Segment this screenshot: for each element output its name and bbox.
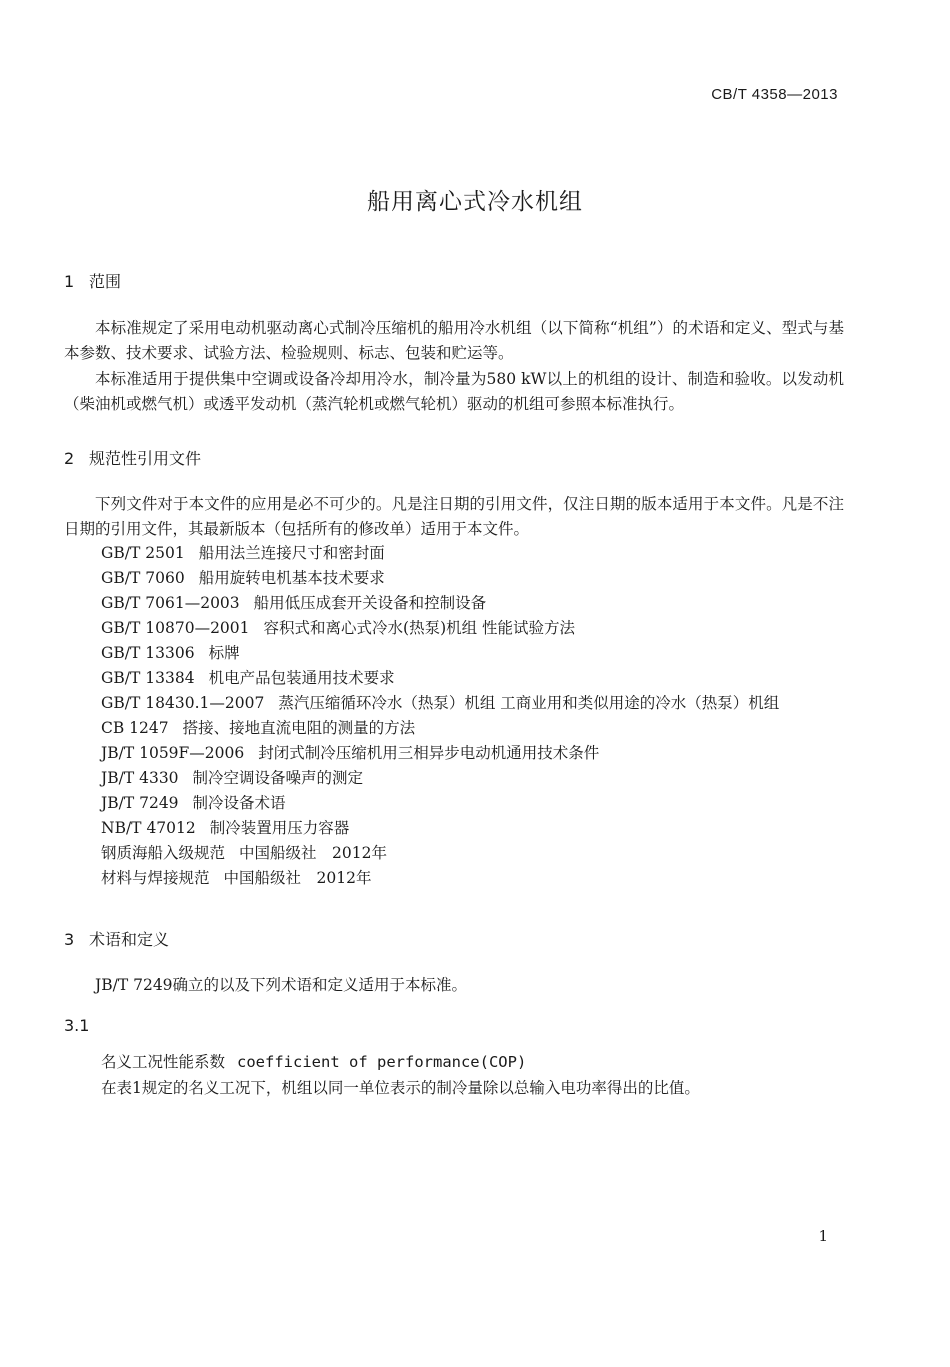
reference-title: 制冷装置用压力容器	[209, 819, 350, 837]
page-number: 1	[818, 1227, 828, 1245]
reference-code: JB/T 1059F—2006	[101, 744, 245, 762]
reference-code: JB/T 7249	[101, 794, 179, 812]
reference-title: 船用法兰连接尺寸和密封面	[198, 544, 385, 562]
reference-code: GB/T 2501	[101, 544, 185, 562]
section-title: 术语和定义	[89, 930, 170, 949]
term-definition: 在表1规定的名义工况下，机组以同一单位表示的制冷量除以总输入电功率得出的比值。	[101, 1079, 700, 1097]
reference-item	[101, 566, 861, 591]
terms-intro: JB/T 7249确立的以及下列术语和定义适用于本标准。	[95, 976, 468, 994]
reference-code: JB/T 4330	[101, 769, 179, 787]
reference-title: 制冷设备术语	[192, 794, 286, 812]
section-title: 规范性引用文件	[89, 449, 202, 468]
reference-item	[101, 691, 861, 716]
document-title: 船用离心式冷水机组	[367, 189, 583, 215]
section-number: 2	[64, 449, 75, 468]
scope-paragraph-1: 本标准规定了采用电动机驱动离心式制冷压缩机的船用冷水机组（以下简称“机组”）的术语和定义、型式与基本参数、技术要求、试验方法、检验规则、标志、包装和贮运等。	[64, 319, 844, 362]
reference-item	[101, 591, 861, 616]
references-intro: 下列文件对于本文件的应用是必不可少的。凡是注日期的引用文件，仅注日期的版本适用于本文件。凡是不注日期的引用文件，其最新版本（包括所有的修改单）适用于本文件。	[64, 495, 844, 538]
reference-title: 中国船级社 2012年	[223, 869, 372, 887]
section-1-heading	[64, 269, 121, 292]
section-3-heading	[64, 927, 169, 950]
term-english: coefficient of performance(COP)	[237, 1053, 527, 1071]
reference-title: 容积式和离心式冷水(热泵)机组 性能试验方法	[263, 619, 576, 637]
section-2-heading	[64, 446, 201, 469]
term-entry	[101, 1050, 526, 1072]
reference-code: 钢质海船入级规范	[101, 844, 226, 862]
reference-title: 制冷空调设备噪声的测定	[192, 769, 364, 787]
reference-title: 船用低压成套开关设备和控制设备	[253, 594, 487, 612]
standard-code: CB/T 4358—2013	[711, 86, 838, 103]
reference-item	[101, 816, 861, 841]
reference-code: GB/T 10870—2001	[101, 619, 250, 637]
reference-title: 船用旋转电机基本技术要求	[198, 569, 385, 587]
reference-item	[101, 866, 861, 891]
scope-paragraph-2: 本标准适用于提供集中空调或设备冷却用冷水，制冷量为580 kW以上的机组的设计、制造和验收。以发动机（柴油机或燃气机）或透平发动机（蒸汽轮机或燃气轮机）驱动的机组可参照本标准执行。	[64, 370, 844, 413]
reference-item	[101, 616, 861, 641]
reference-item	[101, 791, 861, 816]
reference-item	[101, 716, 861, 741]
reference-item	[101, 766, 861, 791]
reference-item	[101, 666, 861, 691]
reference-title: 搭接、接地直流电阻的测量的方法	[182, 719, 416, 737]
section-title: 范围	[89, 272, 122, 291]
subsection-3-1-heading	[64, 1016, 89, 1035]
reference-title: 机电产品包装通用技术要求	[208, 669, 395, 687]
reference-item	[101, 741, 861, 766]
reference-item	[101, 641, 861, 666]
reference-code: GB/T 7061—2003	[101, 594, 240, 612]
reference-code: GB/T 7060	[101, 569, 185, 587]
reference-title: 标牌	[208, 644, 240, 662]
reference-code: 材料与焊接规范	[101, 869, 210, 887]
reference-item	[101, 841, 861, 866]
reference-title: 蒸汽压缩循环冷水（热泵）机组 工商业用和类似用途的冷水（热泵）机组	[278, 694, 780, 712]
section-number: 3	[64, 930, 75, 949]
reference-list	[101, 541, 861, 891]
reference-code: GB/T 13306	[101, 644, 195, 662]
reference-code: GB/T 13384	[101, 669, 195, 687]
reference-code: NB/T 47012	[101, 819, 196, 837]
subsection-number: 3.1	[64, 1016, 90, 1035]
section-number: 1	[64, 272, 75, 291]
reference-title: 封闭式制冷压缩机用三相异步电动机通用技术条件	[258, 744, 600, 762]
reference-code: CB 1247	[101, 719, 169, 737]
reference-item	[101, 541, 861, 566]
reference-code: GB/T 18430.1—2007	[101, 694, 265, 712]
reference-title: 中国船级社 2012年	[239, 844, 387, 862]
term-chinese: 名义工况性能系数	[101, 1053, 226, 1071]
